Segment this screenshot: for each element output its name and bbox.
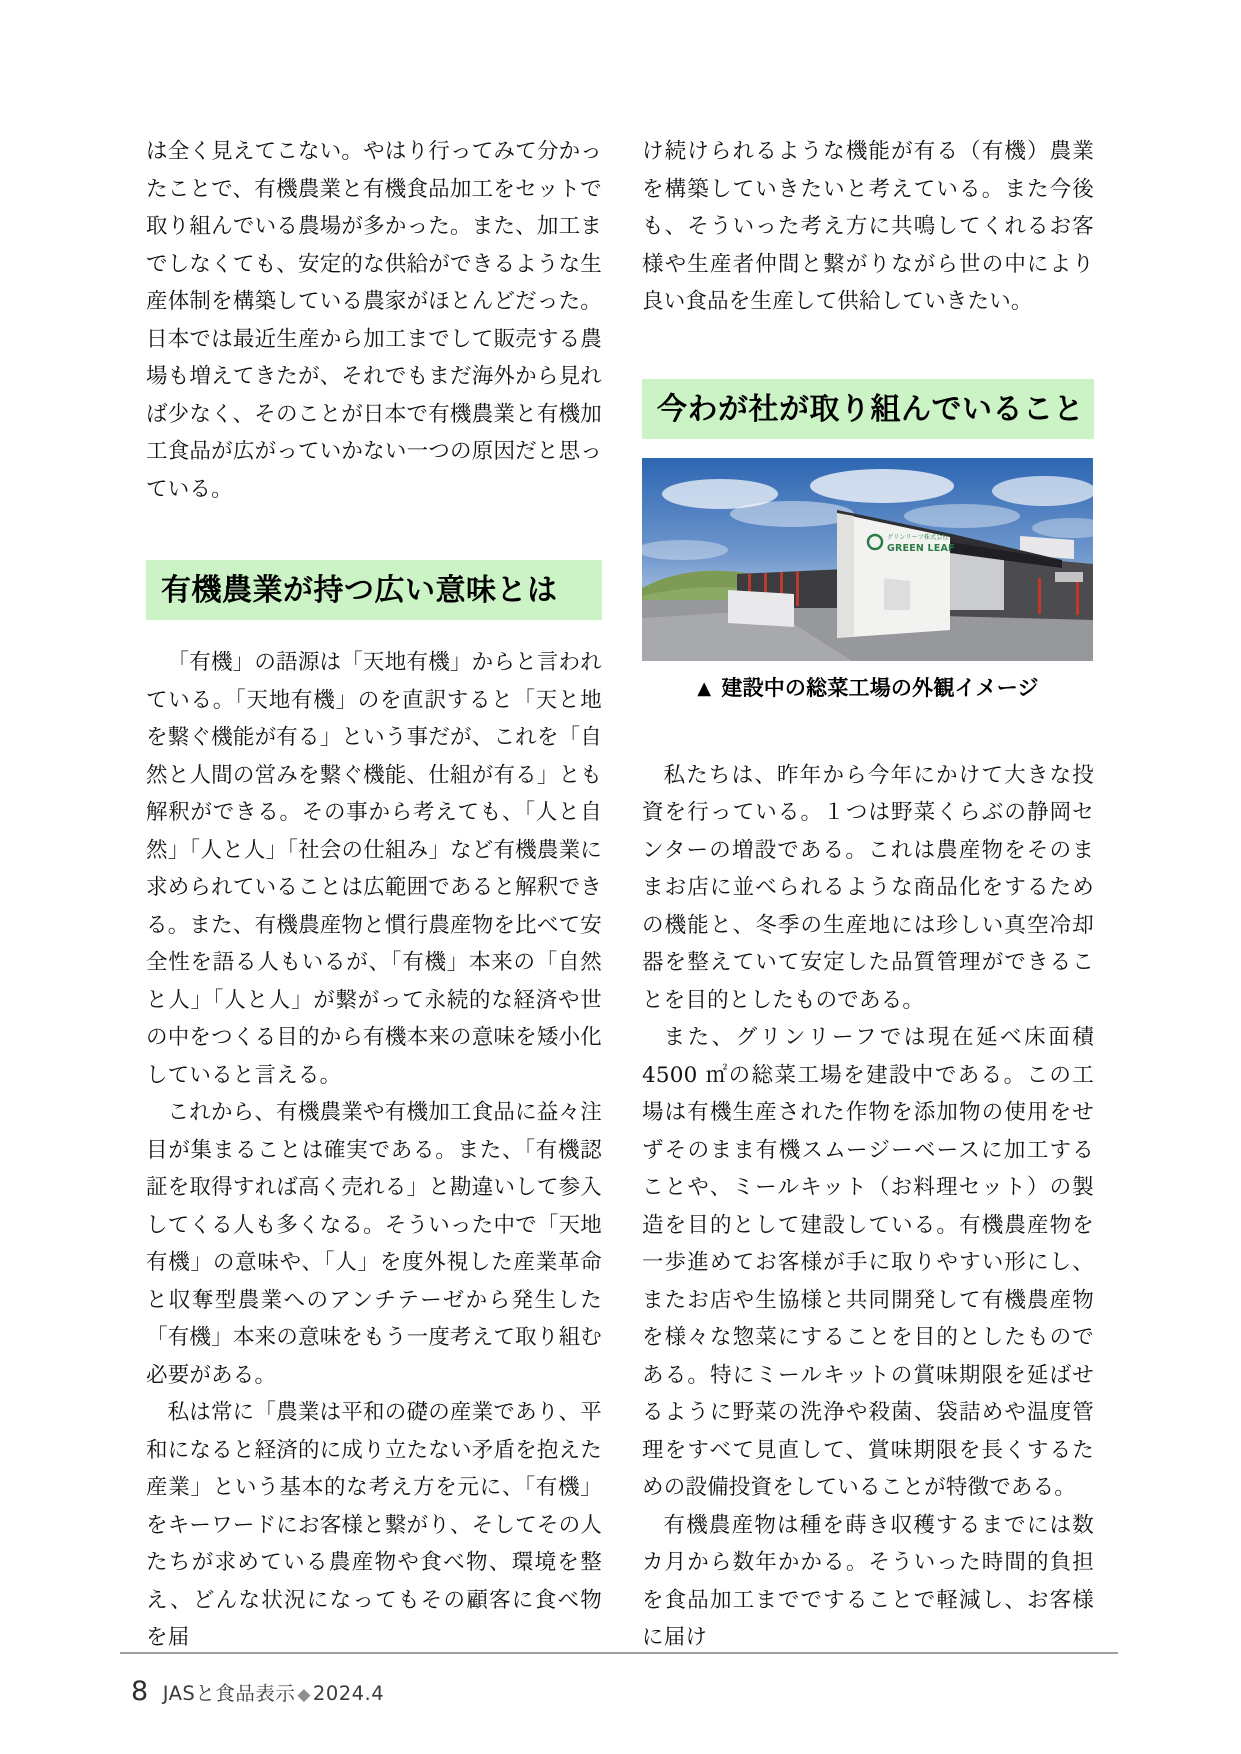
paragraph: は全く見えてこない。やはり行ってみて分かったことで、有機農業と有機食品加工をセットで取り組んでいる農場が多かった。また、加工までしなくても、安定的な供給ができるような生産体制を構築している農家がほとんどだった。日本では最近生産から加工までして販売する農場も増えてきたが、それでもまだ海外から見れば少なく、そのことが日本で有機農業と有機加工食品が広がっていかない一つの原因だと思っている。 bbox=[146, 139, 602, 502]
right-column bbox=[642, 133, 1094, 1657]
logo-name-text: GREEN LEAF bbox=[887, 542, 955, 554]
paragraph: 私は常に「農業は平和の礎の産業であり、平和になると経済的に成り立たない矛盾を抱えた産業」という基本的な考え方を元に、「有機」をキーワードにお客様と繋がり、そしてその人たちが求めている農産物や食べ物、環境を整え、どんな状況になってもその顧客に食べ物を届 bbox=[146, 1400, 602, 1650]
photo-caption bbox=[642, 673, 1094, 705]
left-white-wall bbox=[728, 590, 794, 627]
photo-caption-text: 建設中の総菜工場の外観イメージ bbox=[721, 675, 1039, 700]
section-header-company-initiatives: 今わが社が取り組んでいること bbox=[642, 379, 1094, 439]
page-number: 8 bbox=[131, 1676, 149, 1707]
section-header-organic-meaning: 有機農業が持つ広い意味とは bbox=[146, 560, 602, 620]
paragraph: また、グリンリーフでは現在延べ床面積4500 ㎡の総菜工場を建設中である。この工場は有機生産された作物を添加物の使用をせずそのまま有機スムージーベースに加工することや、ミールキット（お料理セット）の製造を目的として建設している。有機農産物を一歩進めてお客様が手に取りやすい形にし、またお店や生協様と共同開発して有機農産物を様々な惣菜にすることを目的としたものである。特にミールキットの賞味期限を延ばせるように野菜の洗浄や殺菌、袋詰めや温度管理をすべて見直して、賞味期限を長くするための設備投資をしていることが特徴である。 bbox=[642, 1025, 1094, 1500]
paragraph: 「有機」の語源は「天地有機」からと言われている。「天地有機」のを直訳すると「天と地を繋ぐ機能が有る」という事だが、これを「自然と人間の営みを繋ぐ機能、仕組が有る」とも解釈ができる。その事から考えても、「人と自然」「人と人」「社会の仕組み」など有機農業に求められていることは広範囲であると解釈できる。また、有機農産物と慣行農産物を比べて安全性を語る人もいるが、「有機」本来の「自然と人」「人と人」が繋がって永続的な経済や世の中をつくる目的から有機本来の意味を矮小化していると言える。 bbox=[146, 650, 602, 1088]
issue-date: 2024.4 bbox=[312, 1682, 385, 1705]
logo-company-text: グリンリーフ株式会社 bbox=[887, 533, 949, 541]
paragraph: 有機農産物は種を蒔き収穫するまでには数カ月から数年かかる。そういった時間的負担を食品加工までですることで軽減し、お客様に届け bbox=[642, 1512, 1094, 1650]
page-footer bbox=[131, 1676, 384, 1707]
red-post bbox=[1076, 582, 1079, 615]
paragraph: 私たちは、昨年から今年にかけて大きな投資を行っている。１つは野菜くらぶの静岡センターの増設である。これは農産物をそのままお店に並べられるような商品化をするための機能と、冬季の生産地には珍しい真空冷却器を整えていて安定した品質管理ができることを目的としたものである。 bbox=[642, 762, 1094, 1013]
footer-divider bbox=[120, 1652, 1118, 1654]
left-column bbox=[146, 133, 602, 1657]
rear-building-sign bbox=[1055, 572, 1083, 582]
paragraph: これから、有機農業や有機加工食品に益々注目が集まることは確実である。また、「有機認証を取得すれば高く売れる」と勘違いして参入してくる人も多くなる。そういった中で「天地有機」の意味や、「人」を度外視した産業革命と収奪型農業へのアンチテーゼから発生した「有機」本来の意味をもう一度考えて取り組む必要がある。 bbox=[146, 1100, 602, 1388]
diamond-icon: ◆ bbox=[297, 1685, 311, 1705]
facade-shade bbox=[837, 513, 854, 638]
facade-door bbox=[884, 578, 910, 610]
journal-title: JASと食品表示 bbox=[162, 1682, 296, 1705]
red-post bbox=[1038, 578, 1041, 614]
paragraph: け続けられるような機能が有る（有機）農業を構築していきたいと考えている。また今後も、そういった考え方に共鳴してくれるお客様や生産者仲間と繋がりながら世の中により良い食品を生産して供給していきたい。 bbox=[642, 139, 1094, 314]
triangle-icon: ▲ bbox=[697, 677, 712, 699]
construction-factory-photo bbox=[642, 458, 1093, 661]
